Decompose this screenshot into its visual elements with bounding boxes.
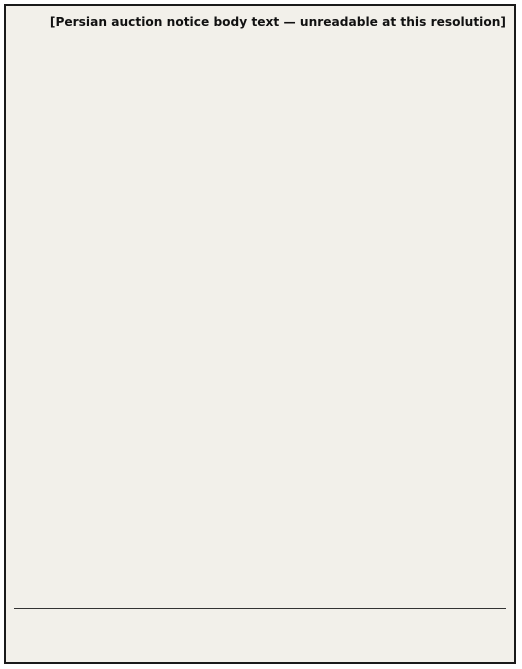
notice-body: [Persian auction notice body text — unreadable at this resolution] (49, 15, 506, 29)
newspaper-clipping (4, 4, 516, 664)
notice-footer (14, 608, 506, 611)
